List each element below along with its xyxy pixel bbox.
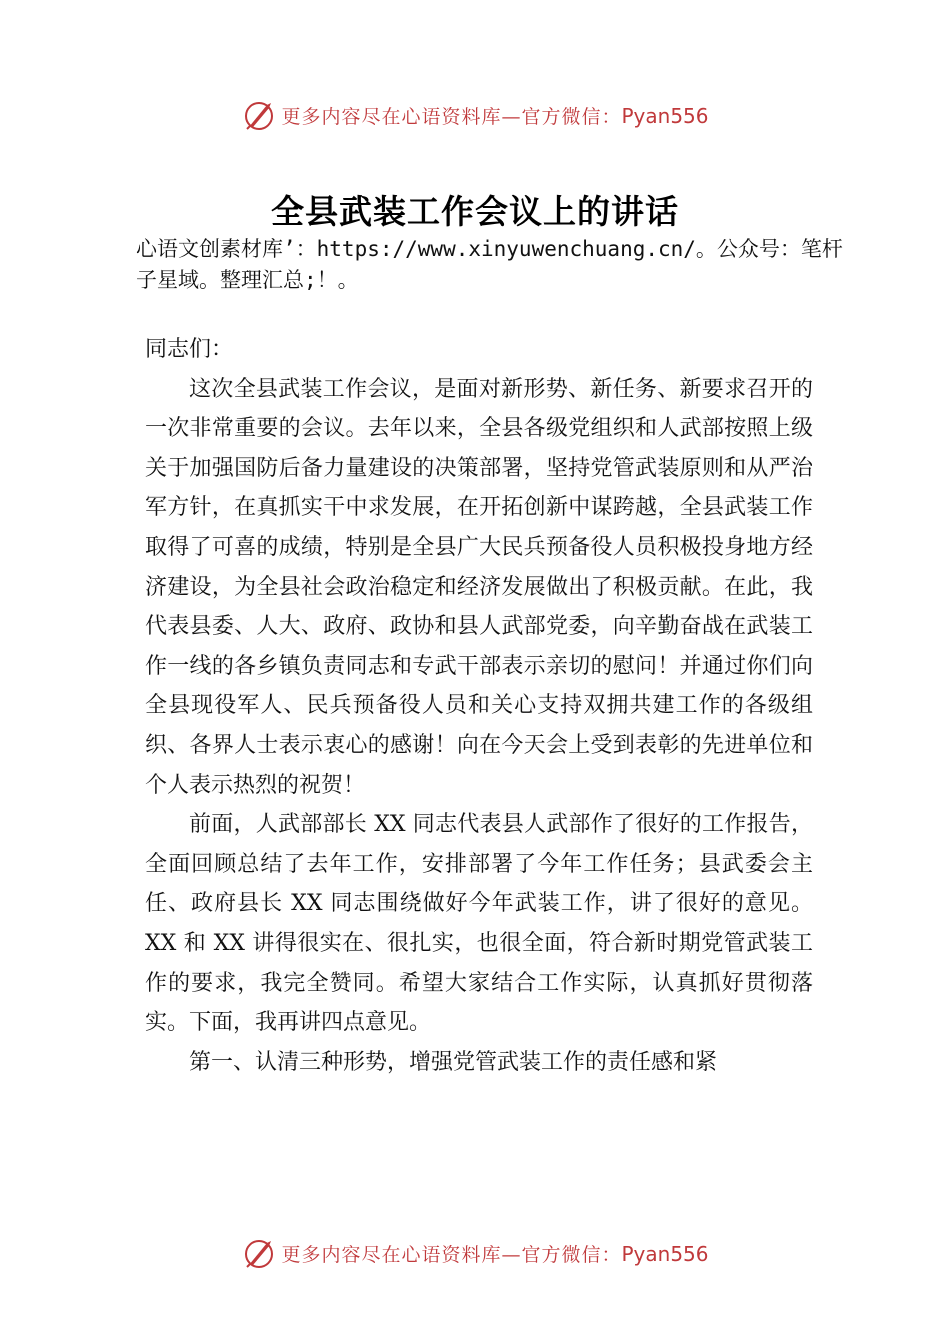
watermark-text: 更多内容尽在心语资料库—官方微信：Pyan556 (281, 103, 709, 128)
paragraph-2: 前面，人武部部长 XX 同志代表县人武部作了很好的工作报告，全面回顾总结了去年工作，安排部署了今年工作任务；县武委会主任、政府县长 XX 同志围绕做好今年武装工作，讲了很好的意见。XX 和 XX 讲得很实在、很扎实，也很全面，符合新时期党管武装工作的要求，我完全赞同。希望大家结合工作实际，认真抓好贯彻落实。下面，我再讲四点意见。 (145, 812, 813, 1036)
wechat-id: Pyan556 (621, 1241, 709, 1266)
watermark-banner-top (0, 95, 950, 135)
salutation: 同志们： (145, 337, 234, 362)
watermark-text: 更多内容尽在心语资料库—官方微信：Pyan556 (281, 1241, 709, 1266)
wechat-id: Pyan556 (621, 103, 709, 128)
watermark-banner-bottom (0, 1233, 950, 1273)
paragraph-3: 第一、认清三种形势，增强党管武装工作的责任感和紧 (189, 1049, 718, 1075)
quill-pen-logo-icon (241, 97, 277, 133)
document-body (145, 330, 813, 1082)
document-title: 全县武装工作会议上的讲话 (271, 192, 679, 231)
paragraph-1: 这次全县武装工作会议，是面对新形势、新任务、新要求召开的一次非常重要的会议。去年以来，全县各级党组织和人武部按照上级关于加强国防后备力量建设的决策部署，坚持党管武装原则和从严治军方针，在真抓实干中求发展，在开拓创新中谋跨越，全县武装工作取得了可喜的成绩，特别是全县广大民兵预备役人员积极投身地方经济建设，为全县社会政治稳定和经济发展做出了积极贡献。在此，我代表县委、人大、政府、政协和县人武部党委，向辛勤奋战在武装工作一线的各乡镇负责同志和专武干部表示亲切的慰问！并通过你们向全县现役军人、民兵预备役人员和关心支持双拥共建工作的各级组织、各界人士表示衷心的感谢！向在今天会上受到表彰的先进单位和个人表示热烈的祝贺！ (145, 376, 813, 798)
quill-pen-logo-icon (241, 1235, 277, 1271)
source-line: 心语文创素材库’：https://www.xinyuwenchuang.cn/。公众号：笔杆子星域。整理汇总;！。 (136, 237, 843, 292)
